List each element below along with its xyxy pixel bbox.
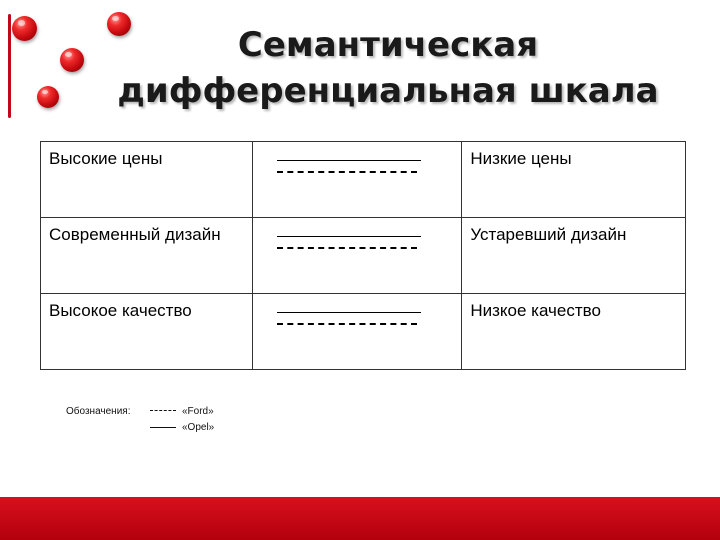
left-pole-cell: Высокие цены	[41, 142, 253, 218]
right-pole-cell: Низкое качество	[462, 294, 686, 370]
legend	[66, 404, 214, 436]
legend-row-opel	[66, 420, 214, 436]
right-pole-cell: Устаревший дизайн	[462, 218, 686, 294]
dashed-line-sample	[150, 410, 176, 411]
scale-cell	[253, 294, 462, 370]
left-pole-cell: Высокое качество	[41, 294, 253, 370]
table-row	[41, 142, 686, 218]
table-row	[41, 218, 686, 294]
solid-line-sample	[150, 427, 176, 428]
scale-cell	[253, 218, 462, 294]
side-accent-bar	[8, 14, 11, 118]
red-ball-icon	[12, 16, 37, 41]
ford-line	[277, 247, 417, 249]
ford-line	[277, 171, 417, 173]
red-ball-icon	[37, 86, 59, 108]
ford-line	[277, 323, 417, 325]
opel-line	[277, 236, 421, 237]
right-pole-cell: Низкие цены	[462, 142, 686, 218]
opel-line	[277, 160, 421, 161]
legend-opel: «Opel»	[182, 422, 215, 433]
table-row	[41, 294, 686, 370]
scale-cell	[253, 142, 462, 218]
left-pole-cell: Современный дизайн	[41, 218, 253, 294]
slide-title	[78, 22, 698, 114]
legend-ford: «Ford»	[182, 406, 214, 417]
opel-line	[277, 312, 421, 313]
semantic-differential-table	[40, 141, 686, 370]
legend-label: Обозначения:	[66, 406, 131, 417]
title-line-2: дифференциальная шкала	[117, 71, 659, 111]
bottom-bar	[0, 497, 720, 540]
legend-row-ford	[66, 404, 214, 420]
title-line-1: Семантическая	[237, 25, 539, 65]
